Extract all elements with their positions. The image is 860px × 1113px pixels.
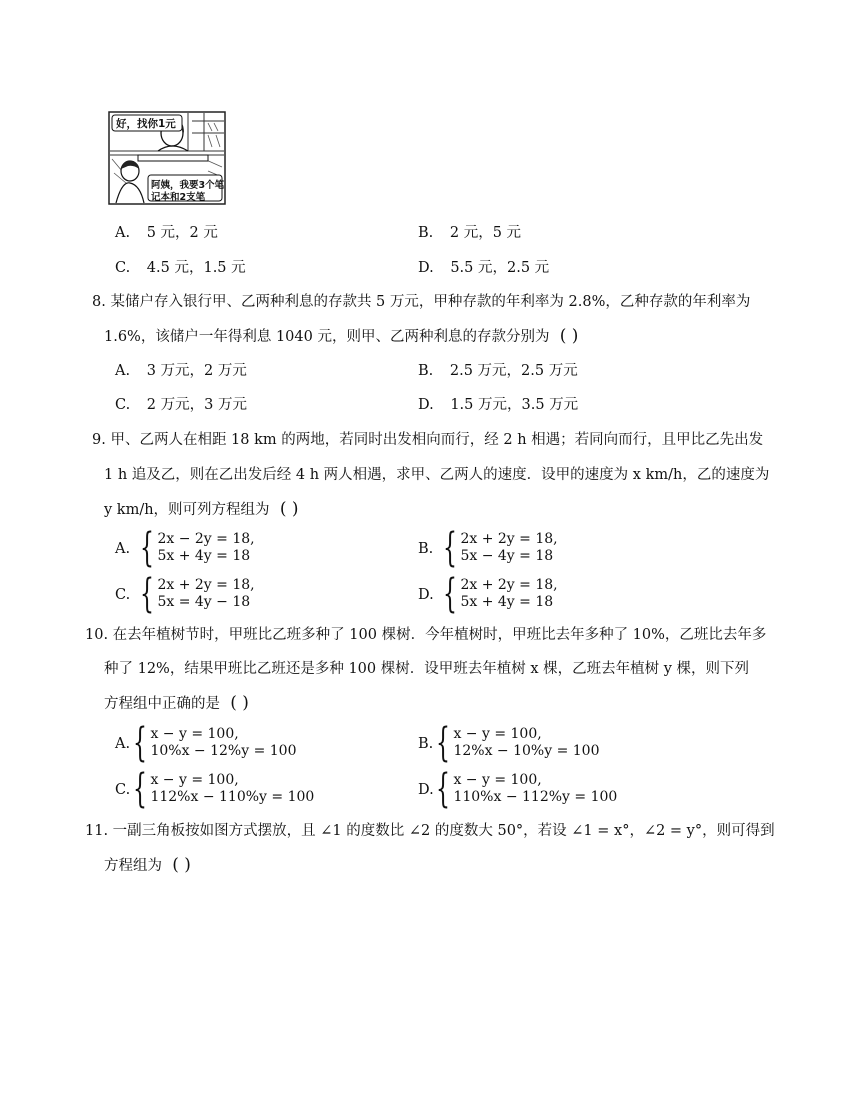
q10-stem-line2: 种了 12%，结果甲班比乙班还是多种 100 棵树．设甲班去年植树 x 棵，乙班去年植树 y 棵，则下列 xyxy=(104,661,750,677)
q7-option-b[interactable] xyxy=(418,224,521,242)
child-speech-line1: 阿姨，我要3个笔 xyxy=(151,180,225,191)
question-number: 11. xyxy=(85,823,109,839)
q10-option-b-system[interactable]: { x − y = 100, 12%x − 10%y = 100 xyxy=(436,720,600,766)
option-text: 2 元，5 元 xyxy=(449,225,522,241)
q9-stem-line3: y km/h，则可列方程组为 ( ) xyxy=(104,500,304,519)
q7-option-d[interactable] xyxy=(418,259,549,277)
option-text: 5.5 元，2.5 元 xyxy=(450,260,550,276)
option-letter: A. xyxy=(115,363,131,379)
answer-blank[interactable]: ( ) xyxy=(230,693,249,713)
option-letter: D. xyxy=(418,260,434,276)
q8-option-a[interactable] xyxy=(115,362,247,380)
q9-option-c-system[interactable]: { 2x + 2y = 18, 5x = 4y − 18 xyxy=(140,571,255,617)
option-letter: D. xyxy=(418,397,434,413)
clerk-speech-text: 好，找你1元 xyxy=(116,118,176,130)
q10-option-a-letter[interactable]: A. xyxy=(115,736,131,752)
q9-stem-line2: 1 h 追及乙，则在乙出发后经 4 h 两人相遇，求甲、乙两人的速度．设甲的速度为 x km/h，乙的速度为 xyxy=(104,467,770,483)
option-text: 2 万元，3 万元 xyxy=(146,397,247,413)
option-letter: C. xyxy=(115,397,131,413)
q10-stem-line1: 10. 在去年植树节时，甲班比乙班多种了 100 棵树．今年植树时，甲班比去年多种了 10%，乙班比去年多 xyxy=(85,627,767,643)
option-letter: C. xyxy=(115,260,131,276)
q9-option-b-system[interactable]: { 2x + 2y = 18, 5x − 4y = 18 xyxy=(443,525,558,571)
q8-stem-line1: 8. 某储户存入银行甲、乙两种利息的存款共 5 万元，甲种存款的年利率为 2.8%，乙种存款的年利率为 xyxy=(92,294,751,310)
q9-option-a-system[interactable]: { 2x − 2y = 18, 5x + 4y = 18 xyxy=(140,525,255,571)
q9-option-a-letter[interactable]: A. xyxy=(115,541,131,557)
option-letter: B. xyxy=(418,363,434,379)
option-text: 4.5 元，1.5 元 xyxy=(146,260,246,276)
q10-option-c-system[interactable]: { x − y = 100, 112%x − 110%y = 100 xyxy=(133,766,315,812)
q8-option-d[interactable] xyxy=(418,396,578,414)
q9-option-b-letter[interactable]: B. xyxy=(418,541,434,557)
q10-option-d-letter[interactable]: D. xyxy=(418,782,434,798)
q10-option-a-system[interactable]: { x − y = 100, 10%x − 12%y = 100 xyxy=(133,720,297,766)
q10-option-c-letter[interactable]: C. xyxy=(115,782,131,798)
question-number: 10. xyxy=(85,627,109,643)
answer-blank[interactable]: ( ) xyxy=(559,326,579,346)
q10-option-d-system[interactable]: { x − y = 100, 110%x − 112%y = 100 xyxy=(436,766,618,812)
question-number: 8. xyxy=(92,294,106,310)
q9-stem-line1: 9. 甲、乙两人在相距 18 km 的两地，若同时出发相向而行，经 2 h 相遇；若同向而行，且甲比乙先出发 xyxy=(92,432,764,448)
q10-option-b-letter[interactable]: B. xyxy=(418,736,434,752)
question-number: 9. xyxy=(92,432,106,448)
option-text: 5 元，2 元 xyxy=(146,225,218,241)
option-letter: B. xyxy=(418,225,434,241)
q11-stem-line2: 方程组为 ( ) xyxy=(104,856,197,875)
option-text: 1.5 万元，3.5 万元 xyxy=(450,397,579,413)
answer-blank[interactable]: ( ) xyxy=(172,855,191,875)
option-letter: A. xyxy=(115,225,131,241)
q8-option-c[interactable] xyxy=(115,396,247,414)
q9-option-d-letter[interactable]: D. xyxy=(418,587,434,603)
shopping-cartoon-illustration xyxy=(108,111,226,205)
q10-stem-line3: 方程组中正确的是 ( ) xyxy=(104,694,255,713)
q9-option-c-letter[interactable]: C. xyxy=(115,587,131,603)
answer-blank[interactable]: ( ) xyxy=(279,499,299,519)
option-text: 2.5 万元，2.5 万元 xyxy=(449,363,578,379)
q7-option-a[interactable] xyxy=(115,224,218,242)
q9-option-d-system[interactable]: { 2x + 2y = 18, 5x + 4y = 18 xyxy=(443,571,558,617)
child-speech-line2: 记本和2支笔 xyxy=(151,192,206,203)
q8-stem-line2: 1.6%，该储户一年得利息 1040 元，则甲、乙两种利息的存款分别为 ( ) xyxy=(104,327,584,346)
q7-option-c[interactable] xyxy=(115,259,246,277)
q8-option-b[interactable] xyxy=(418,362,578,380)
option-text: 3 万元，2 万元 xyxy=(146,363,247,379)
q11-stem-line1: 11. 一副三角板按如图方式摆放，且 ∠1 的度数比 ∠2 的度数大 50°，若设 ∠1 = x°，∠2 = y°，则可得到 xyxy=(85,823,775,839)
